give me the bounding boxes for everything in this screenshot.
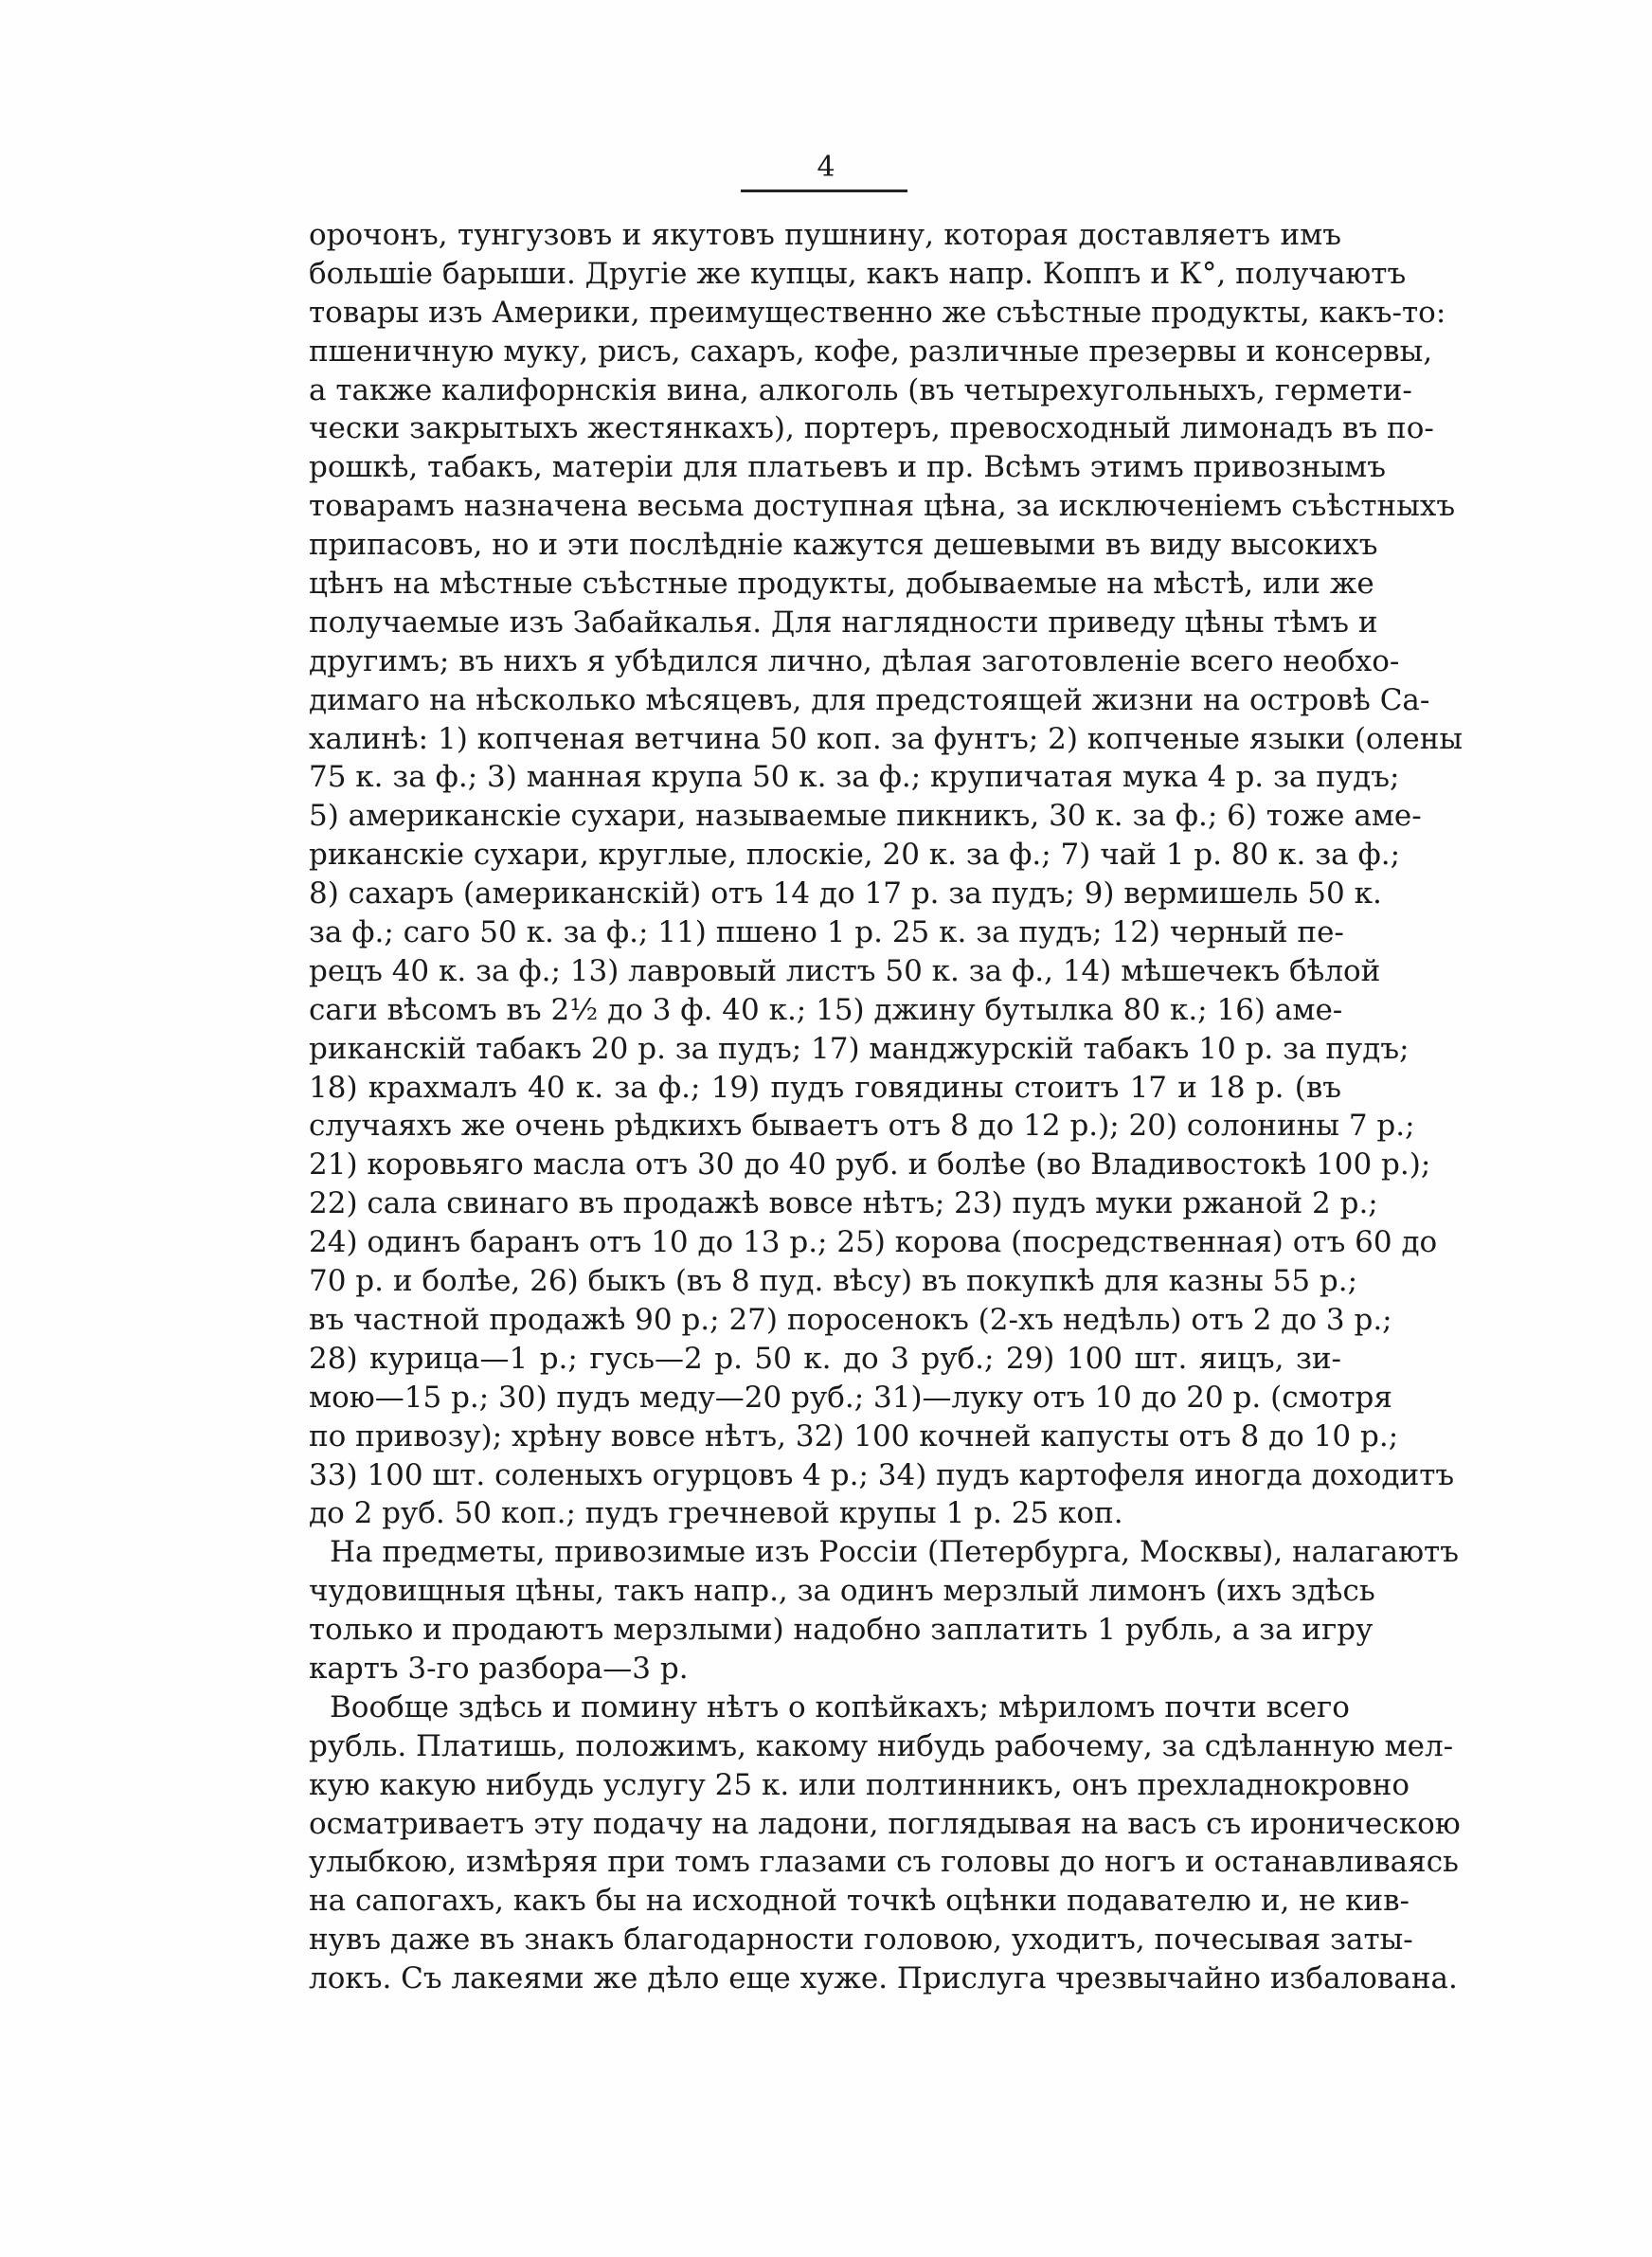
text-line: получаемые изъ Забайкалья. Для наглядности приведу цѣны тѣмъ и	[309, 605, 1378, 640]
text-line: На предметы, привозимые изъ Россіи (Петербурга, Москвы), налагаютъ	[330, 1535, 1459, 1570]
text-line: до 2 руб. 50 коп.; пудъ гречневой крупы 1 р. 25 коп.	[309, 1496, 1123, 1531]
text-line: за ф.; саго 50 к. за ф.; 11) пшено 1 р. 25 к. за пудъ; 12) черный пе-	[309, 915, 1344, 950]
text-line: рошкѣ, табакъ, матеріи для платьевъ и пр. Всѣмъ этимъ привознымъ	[309, 450, 1386, 485]
text-line: кую какую нибудь услугу 25 к. или полтинникъ, онъ прехладнокровно	[309, 1767, 1410, 1802]
text-line: улыбкою, измѣряя при томъ глазами съ головы до ногъ и останавливаясь	[309, 1845, 1459, 1880]
text-line: другимъ; въ нихъ я убѣдился лично, дѣлая заготовленіе всего необхо-	[309, 643, 1400, 678]
text-line: 18) крахмалъ 40 к. за ф.; 19) пудъ говядины стоитъ 17 и 18 р. (въ	[309, 1070, 1341, 1105]
text-line: только и продаютъ мерзлыми) надобно заплатить 1 рубль, а за игру	[309, 1613, 1374, 1648]
text-line: нувъ даже въ знакъ благодарности головою, уходитъ, почесывая заты-	[309, 1923, 1413, 1958]
text-line: осматриваетъ эту подачу на ладони, поглядывая на васъ съ ироническою	[309, 1806, 1461, 1841]
text-line: картъ 3-го разбора—3 р.	[309, 1651, 689, 1686]
body-text	[309, 216, 1463, 1998]
text-line: по привозу); хрѣну вовсе нѣтъ, 32) 100 кочней капусты отъ 8 до 10 р.;	[309, 1418, 1399, 1454]
page-number-rule	[741, 190, 907, 192]
text-line: риканскіе сухари, круглые, плоскіе, 20 к. за ф.; 7) чай 1 р. 80 к. за ф.;	[309, 838, 1401, 873]
text-line: орочонъ, тунгузовъ и якутовъ пушнину, которая доставляетъ имъ	[309, 218, 1341, 252]
text-line: чески закрытыхъ жестянкахъ), портеръ, превосходный лимонадъ въ по-	[309, 411, 1434, 446]
text-line: 22) сала свинаго въ продажѣ вовсе нѣтъ; 23) пудъ муки ржаной 2 р.;	[309, 1186, 1378, 1221]
text-line: 70 р. и болѣе, 26) быкъ (въ 8 пуд. вѣсу) въ покупкѣ для казны 55 р.;	[309, 1264, 1358, 1299]
text-line: 33) 100 шт. соленыхъ огурцовъ 4 р.; 34) пудъ картофеля иногда доходитъ	[309, 1457, 1455, 1492]
text-line: Вообще здѣсь и помину нѣтъ о копѣйкахъ; мѣриломъ почти всего	[330, 1689, 1350, 1724]
text-line: 5) американскіе сухари, называемые пикникъ, 30 к. за ф.; 6) тоже аме-	[309, 799, 1422, 834]
text-line: припасовъ, но и эти послѣдніе кажутся дешевыми въ виду высокихъ	[309, 528, 1378, 563]
text-line: риканскій табакъ 20 р. за пудъ; 17) манджурскій табакъ 10 р. за пудъ;	[309, 1031, 1410, 1066]
text-line: халинѣ: 1) копченая ветчина 50 коп. за фунтъ; 2) копченые языки (олены	[309, 721, 1463, 756]
text-line: цѣнъ на мѣстные съѣстные продукты, добываемые на мѣстѣ, или же	[309, 567, 1374, 602]
text-line: товары изъ Америки, преимущественно же съѣстные продукты, какъ-то:	[309, 295, 1446, 330]
text-line: саги вѣсомъ въ 2½ до 3 ф. 40 к.; 15) джину бутылка 80 к.; 16) аме-	[309, 992, 1343, 1027]
text-line: пшеничную муку, рисъ, сахаръ, кофе, различные презервы и консервы,	[309, 334, 1433, 369]
text-line: 21) коровьяго масла отъ 30 до 40 руб. и болѣе (во Владивостокѣ 100 р.);	[309, 1147, 1431, 1183]
text-line: товарамъ назначена весьма доступная цѣна, за исключеніемъ съѣстныхъ	[309, 489, 1456, 524]
text-line: на сапогахъ, какъ бы на исходной точкѣ оцѣнки подавателю и, не кив-	[309, 1884, 1410, 1919]
text-line: чудовищныя цѣны, такъ напр., за одинъ мерзлый лимонъ (ихъ здѣсь	[309, 1574, 1375, 1609]
text-line: случаяхъ же очень рѣдкихъ бываетъ отъ 8 до 12 р.); 20) солонины 7 р.;	[309, 1109, 1415, 1144]
text-line: 28) курица—1 р.; гусь—2 р. 50 к. до 3 руб.; 29) 100 шт. яицъ, зи-	[309, 1341, 1341, 1376]
text-line: димаго на нѣсколько мѣсяцевъ, для предстоящей жизни на островѣ Са-	[309, 682, 1430, 717]
text-line: большіе барыши. Другіе же купцы, какъ напр. Коппъ и К°, получаютъ	[309, 256, 1407, 291]
text-line: 24) одинъ баранъ отъ 10 до 13 р.; 25) корова (посредственная) отъ 60 до	[309, 1225, 1438, 1260]
text-line: а также калифорнскія вина, алкоголь (въ четырехугольныхъ, гермети-	[309, 372, 1412, 407]
text-line: въ частной продажѣ 90 р.; 27) поросенокъ (2-хъ недѣль) отъ 2 до 3 р.;	[309, 1302, 1392, 1337]
text-line: мою—15 р.; 30) пудъ меду—20 руб.; 31)—луку отъ 10 до 20 р. (смотря	[309, 1380, 1392, 1415]
text-line: рецъ 40 к. за ф.; 13) лавровый листъ 50 к. за ф., 14) мѣшечекъ бѣлой	[309, 953, 1381, 988]
page-number: 4	[817, 151, 835, 184]
text-line: локъ. Съ лакеями же дѣло еще хуже. Прислуга чрезвычайно избалована.	[309, 1961, 1458, 1996]
text-line: 8) сахаръ (американскій) отъ 14 до 17 р. за пудъ; 9) вермишель 50 к.	[309, 876, 1382, 912]
text-line: рубль. Платишь, положимъ, какому нибудь рабочему, за сдѣланную мел-	[309, 1728, 1454, 1763]
text-line: 75 к. за ф.; 3) манная крупа 50 к. за ф.; крупичатая мука 4 р. за пудъ;	[309, 760, 1400, 795]
